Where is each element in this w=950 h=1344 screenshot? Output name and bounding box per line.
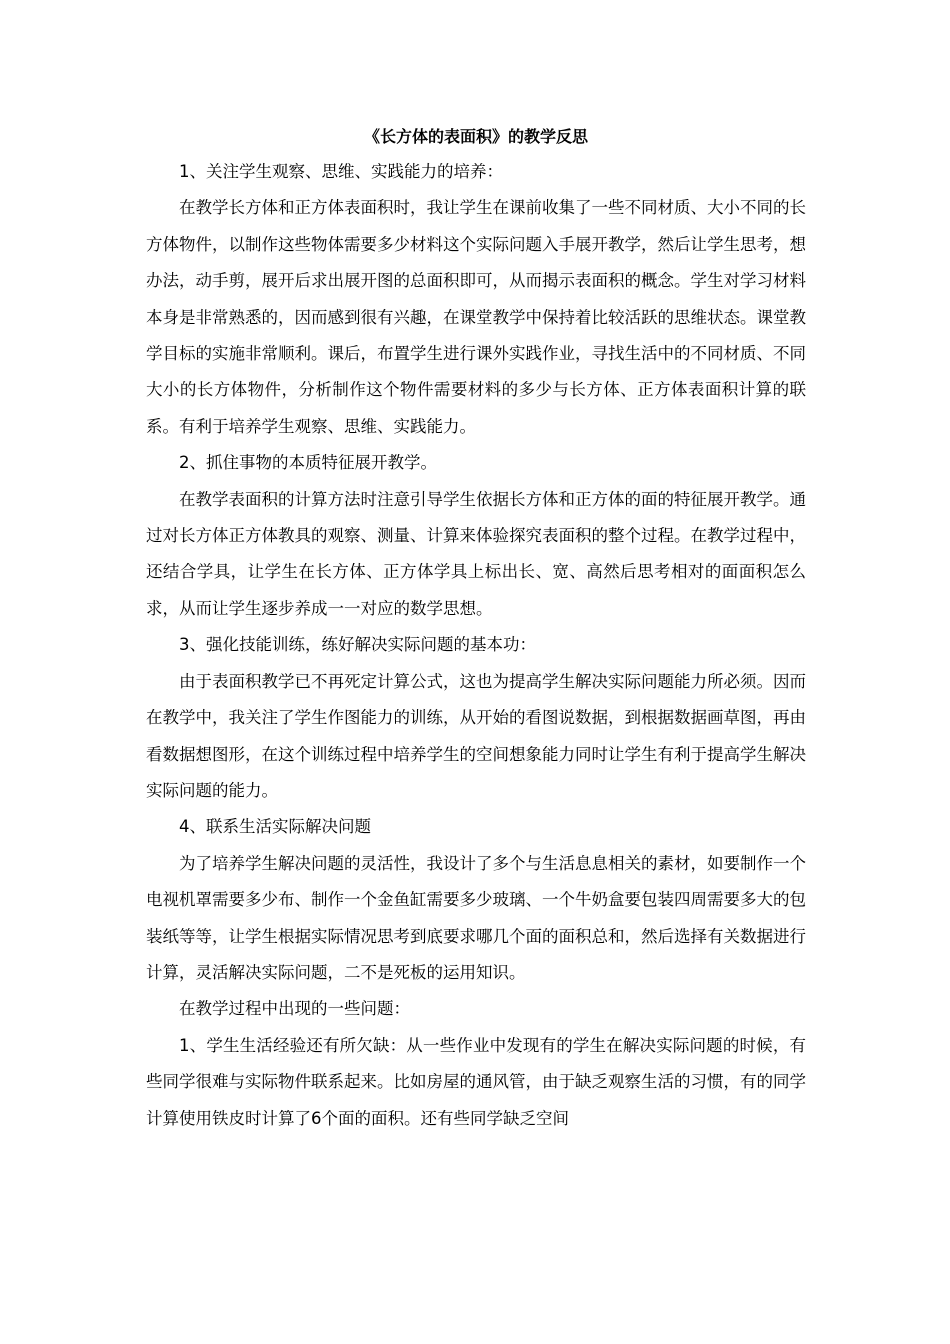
document-title: 《长方体的表面积》的教学反思 bbox=[363, 127, 588, 146]
paragraph-9: 在教学过程中出现的一些问题： bbox=[179, 999, 410, 1019]
paragraph-8: 为了培养学生解决问题的灵活性，我设计了多个与生活息息相关的素材，如要制作一个电视机罩需要多少布、制作一个金鱼缸需要多少玻璃、一个牛奶盒要包装四周需要多大的包装纸等等，让学生根据实际情况思考到底要求哪几个面的面积总和，然后选择有关数据进行计算，灵活解决实际问题，二不是死板的运用知识。 bbox=[146, 853, 806, 982]
paragraph-1: 1、关注学生观察、思维、实践能力的培养： bbox=[179, 162, 503, 181]
paragraph-6: 由于表面积教学已不再死定计算公式，这也为提高学生解决实际问题能力所必须。因而在教学中，我关注了学生作图能力的训练，从开始的看图说数据，到根据数据画草图，再由看数据想图形，在这个训练过程中培养学生的空间想象能力同时让学生有利于提高学生解决实际问题的能力。 bbox=[146, 671, 806, 800]
paragraph-3: 2、抓住事物的本质特征展开教学。 bbox=[179, 453, 437, 473]
paragraph-10: 1、学生生活经验还有所欠缺：从一些作业中发现有的学生在解决实际问题的时候，有些同学很难与实际物件联系起来。比如房屋的通风管，由于缺乏观察生活的习惯，有的同学计算使用铁皮时计算了6个面的面积。还有些同学缺乏空间 bbox=[146, 1035, 806, 1128]
paragraph-5: 3、强化技能训练，练好解决实际问题的基本功： bbox=[179, 635, 536, 655]
paragraph-7: 4、联系生活实际解决问题 bbox=[179, 817, 371, 837]
paragraph-2: 在教学长方体和正方体表面积时，我让学生在课前收集了一些不同材质、大小不同的长方体物件，以制作这些物体需要多少材料这个实际问题入手展开教学，然后让学生思考，想办法，动手剪，展开后求出展开图的总面积即可，从而揭示表面积的概念。学生对学习材料本身是非常熟悉的，因而感到很有兴趣，在课堂教学中保持着比较活跃的思维状态。课堂教学目标的实施非常顺利。课后，布置学生进行课外实践作业，寻找生活中的不同材质、不同大小的长方体物件，分析制作这个物件需要材料的多少与长方体、正方体表面积计算的联系。有利于培养学生观察、思维、实践能力。 bbox=[146, 198, 806, 436]
paragraph-4: 在教学表面积的计算方法时注意引导学生依据长方体和正方体的面的特征展开教学。通过对长方体正方体教具的观察、测量、计算来体验探究表面积的整个过程。在教学过程中，还结合学具，让学生在长方体、正方体学具上标出长、宽、高然后思考相对的面面积怎么求，从而让学生逐步养成一一对应的数学思想。 bbox=[146, 489, 806, 618]
document-page bbox=[146, 124, 806, 1137]
